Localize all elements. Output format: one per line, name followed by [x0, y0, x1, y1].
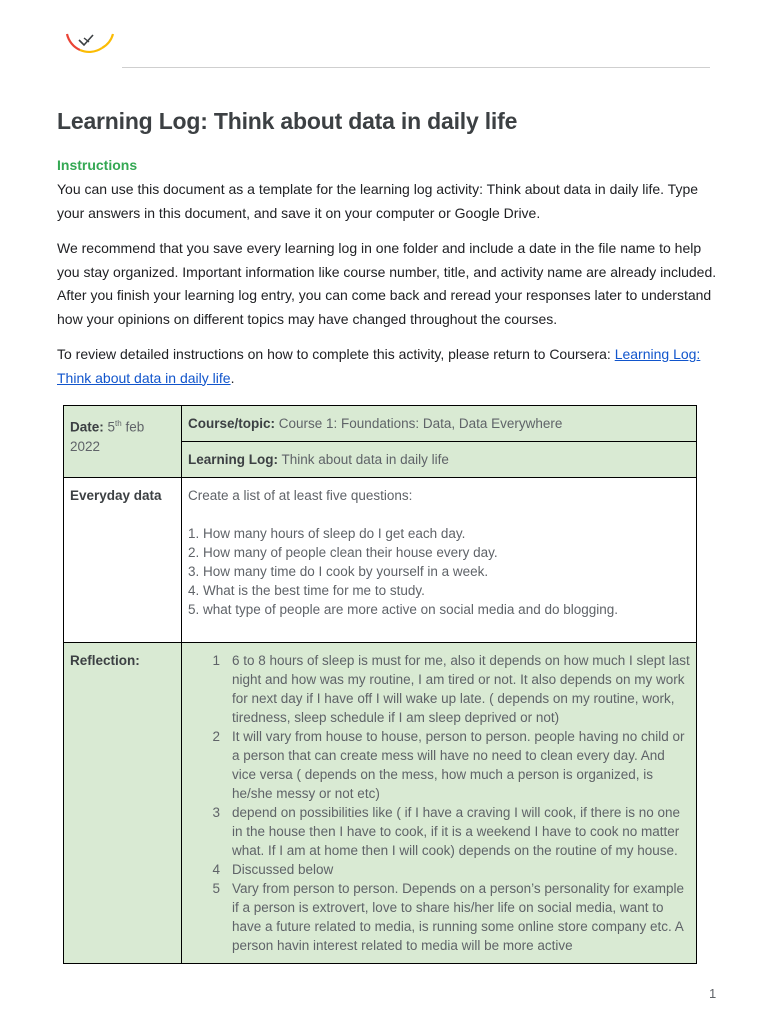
list-item: 1. How many hours of sleep do I get each day.	[188, 526, 466, 541]
list-item	[188, 803, 690, 860]
instructions-paragraph-1: You can use this document as a template for the learning log activity: Think about data in daily life. Type your answers in this document, and save it on your computer or Google Drive.	[57, 181, 699, 221]
course-topic-cell	[182, 406, 697, 442]
everyday-data-label: Everyday data	[70, 488, 162, 503]
list-item: 3. How many time do I cook by yourself in a week.	[188, 564, 489, 579]
page-title: Learning Log: Think about data in daily life	[57, 108, 518, 134]
learning-log-table	[63, 405, 697, 964]
reflection-text: Vary from person to person. Depends on a person’s personality for example if a person is extrovert, love to share his/her life on social media, want to have a future related to media, is running some online store company etc. A person havin interest related to media will be more active	[232, 881, 684, 953]
list-item	[188, 727, 690, 803]
reflection-text: It will vary from house to house, person to person. people having no child or a person that can create mess will have no need to clean every day. And vice versa ( depends on the mess, how much a person is organized, is he/she messy or not etc)	[232, 729, 685, 801]
learning-log-cell	[182, 442, 697, 478]
coursera-text: To review detailed instructions on how to complete this activity, please return to Coursera:	[57, 346, 615, 362]
instructions-paragraph-2: We recommend that you save every learning log in one folder and include a date in the file name to help you stay organized. Important information like course number, title, and activity name are already included. After you finish your learning log entry, you can come back and reread your responses later to understand how your opinions on different topics may have changed throughout the courses.	[57, 240, 717, 327]
date-cell	[64, 406, 182, 478]
learning-log-value: Think about data in daily life	[278, 452, 449, 467]
reflection-number: 4	[212, 862, 220, 877]
instructions-heading: Instructions	[57, 157, 138, 173]
reflection-label: Reflection:	[70, 653, 140, 668]
everyday-data-intro: Create a list of at least five questions:	[188, 488, 413, 503]
list-item	[188, 879, 690, 955]
course-topic-value: Course 1: Foundations: Data, Data Everywhere	[275, 416, 563, 431]
everyday-data-cell[interactable]	[182, 478, 697, 643]
date-label: Date:	[70, 419, 104, 435]
reflection-number: 5	[212, 881, 220, 896]
page-number: 1	[709, 986, 717, 1001]
everyday-data-label-cell	[64, 478, 182, 643]
date-rest: feb 2022	[70, 419, 145, 454]
link-suffix: .	[230, 369, 235, 386]
reflection-text: Discussed below	[232, 862, 334, 877]
coursera-activity-link[interactable]: Learning Log: Think about data in daily life	[57, 346, 701, 386]
date-day: 5	[103, 419, 116, 435]
reflection-text: depend on possibilities like ( if I have a craving I will cook, if there is no one in the house then I have to cook, if it is a weekend I have to cook no matter what. If I am at home then I will cook) depends on the routine of my house.	[232, 805, 680, 858]
questions-list	[188, 524, 690, 619]
course-topic-label: Course/topic:	[188, 416, 276, 431]
reflection-cell[interactable]	[182, 643, 697, 964]
reflection-number: 2	[212, 729, 220, 744]
header-divider	[122, 67, 710, 68]
learning-log-label: Learning Log:	[188, 452, 278, 467]
list-item: 5. what type of people are more active on social media and do blogging.	[188, 602, 619, 617]
list-item	[188, 651, 690, 727]
reflection-text: 6 to 8 hours of sleep is must for me, also it depends on how much I slept last night and how was my routine, I am tired or not. It also depends on my work for next day if I have off I will wake up late. ( depends on my routine, work, tiredness, sleep schedule if I am sleep deprived or not)	[232, 653, 690, 725]
reflection-label-cell	[64, 643, 182, 964]
list-item: 4. What is the best time for me to study.	[188, 583, 425, 598]
date-suffix: th	[115, 419, 122, 428]
list-item	[188, 860, 690, 879]
google-career-certificates-logo-icon	[62, 28, 118, 58]
list-item: 2. How many of people clean their house every day.	[188, 545, 498, 560]
instructions-paragraph-3	[57, 343, 717, 390]
reflection-list	[188, 651, 690, 955]
reflection-number: 3	[212, 805, 220, 820]
google-logo	[62, 28, 118, 58]
reflection-number: 1	[212, 653, 220, 668]
